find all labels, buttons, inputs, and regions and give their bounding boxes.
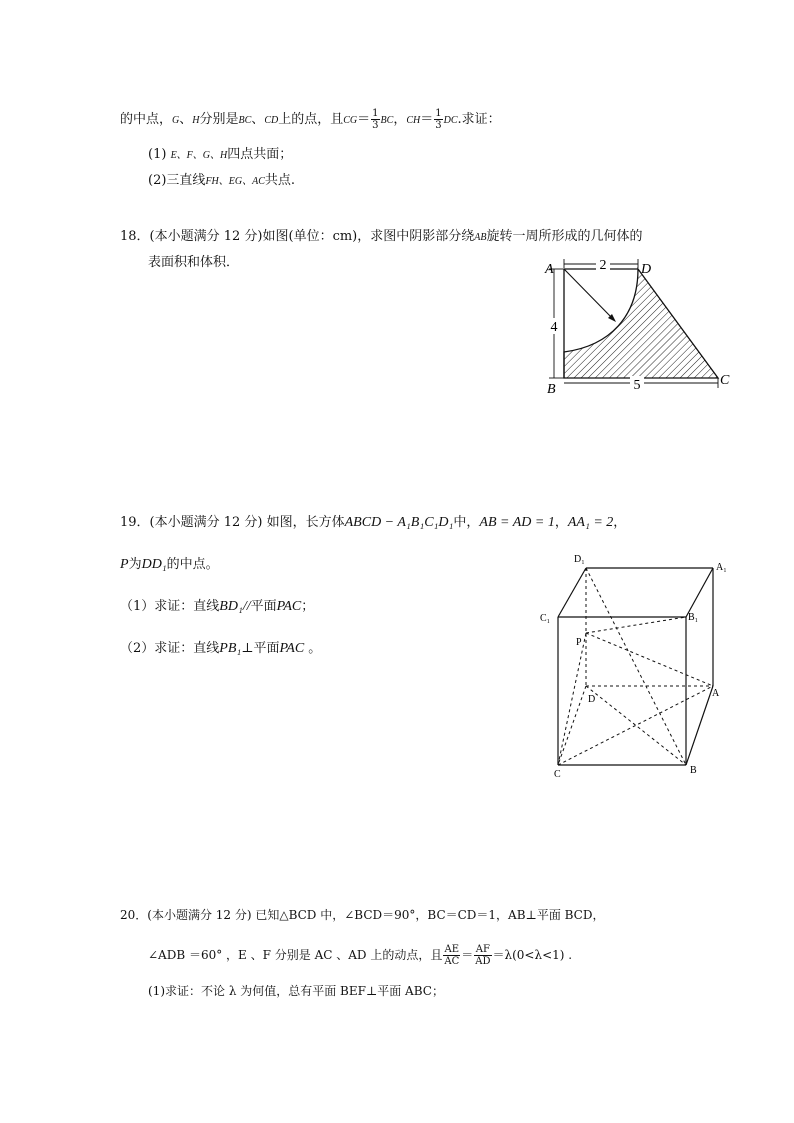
text: 平面 bbox=[250, 599, 277, 614]
q20-line-3 bbox=[148, 982, 444, 1000]
equals: ＝ bbox=[420, 112, 434, 127]
frac-den: 3 bbox=[372, 120, 379, 131]
math-ab-ad: AB = AD = 1 bbox=[479, 515, 555, 530]
q19-part-1 bbox=[120, 598, 314, 616]
text: 19．(本小题满分 12 分) 如图，长方体 bbox=[120, 515, 345, 530]
q19-line-2 bbox=[120, 556, 219, 574]
text: 、 bbox=[179, 112, 193, 127]
points: E、F、G、H bbox=[170, 150, 228, 161]
equals: ＝ bbox=[461, 948, 474, 962]
text: （2）求证：直线 bbox=[120, 641, 220, 656]
vertex-c: C bbox=[720, 373, 730, 388]
text: 的中点。 bbox=[166, 557, 219, 572]
q19-line-1 bbox=[120, 514, 626, 532]
vertex-a1: A₁ bbox=[716, 562, 727, 573]
var-ab: AB bbox=[474, 232, 487, 243]
text: 为 bbox=[128, 557, 142, 572]
text: (1)求证：不论 λ 为何值，总有平面 BEF⊥平面 ABC； bbox=[148, 984, 444, 998]
text: ； bbox=[301, 599, 315, 614]
frac-num: 1 bbox=[372, 108, 379, 119]
math-cuboid: ABCD − A₁B₁C₁D₁ bbox=[344, 515, 454, 530]
equals: ＝ bbox=[357, 112, 371, 127]
text: （1）求证：直线 bbox=[120, 599, 220, 614]
text: 20．(本小题满分 12 分) 已知△BCD 中，∠BCD＝90°，BC＝CD＝1，AB⊥平面 BCD， bbox=[120, 908, 605, 922]
text: 18．(本小题满分 12 分)如图(单位：cm)，求图中阴影部分绕 bbox=[120, 229, 475, 244]
text: 表面积和体积． bbox=[148, 255, 240, 270]
vertex-c: C bbox=[554, 769, 561, 780]
var-cd: CD bbox=[264, 115, 279, 126]
q17-part-1 bbox=[148, 146, 292, 165]
fraction-ae-ac bbox=[443, 944, 460, 967]
edge bbox=[558, 568, 586, 617]
var-bc: BC bbox=[238, 115, 252, 126]
lines: FH、EG、AC bbox=[205, 176, 265, 187]
math-aa1: AA₁ = 2 bbox=[567, 515, 614, 530]
text: 的中点， bbox=[120, 112, 173, 127]
q18-figure bbox=[540, 256, 740, 396]
fraction-one-third bbox=[371, 108, 379, 131]
text: 四点共面； bbox=[227, 147, 293, 162]
vertex-d: D bbox=[588, 694, 596, 705]
frac-den: 3 bbox=[435, 120, 442, 131]
q18-line-2 bbox=[148, 254, 239, 272]
text: 分别是 bbox=[199, 112, 239, 127]
q18-line-1 bbox=[120, 228, 642, 247]
perpendicular-symbol: ⊥ bbox=[241, 641, 254, 656]
text: ∠ADB ＝60° ，E 、F 分别是 AC 、AD 上的动点，且 bbox=[148, 948, 443, 962]
part-number: (2) bbox=[148, 173, 167, 188]
text: ＝λ(0<λ<1) . bbox=[492, 948, 573, 962]
vertex-b1: B₁ bbox=[688, 612, 699, 623]
vertex-d1: D₁ bbox=[574, 554, 585, 565]
dim-top-label: 2 bbox=[599, 258, 607, 273]
frac-num: 1 bbox=[435, 108, 442, 119]
fraction-af-ad bbox=[474, 944, 491, 967]
math-bd1: BD₁ bbox=[219, 599, 243, 614]
parallel-symbol: // bbox=[242, 599, 251, 614]
q19-figure bbox=[536, 548, 736, 782]
frac-num: AE bbox=[444, 944, 460, 955]
vertex-c1: C₁ bbox=[540, 613, 551, 624]
var-h: H bbox=[192, 115, 200, 126]
text: 三直线 bbox=[166, 173, 206, 188]
frac-num: AF bbox=[475, 944, 490, 955]
part-number: (1) bbox=[148, 147, 167, 162]
radius-arrow bbox=[564, 269, 614, 320]
text: 。 bbox=[304, 641, 322, 656]
math-dd1: DD₁ bbox=[141, 557, 167, 572]
shaded-region bbox=[564, 269, 718, 378]
vertex-a: A bbox=[712, 688, 720, 699]
q20-line-1 bbox=[120, 906, 605, 924]
math-pac: PAC bbox=[276, 599, 302, 614]
frac-den: AC bbox=[444, 956, 460, 967]
q20-line-2 bbox=[148, 944, 572, 967]
text: 共点. bbox=[264, 173, 296, 188]
var-ch: CH bbox=[406, 115, 421, 126]
text: 、 bbox=[251, 112, 265, 127]
diagonal bbox=[586, 568, 686, 765]
text: ， bbox=[613, 515, 627, 530]
vertex-p: P bbox=[576, 637, 582, 648]
edge bbox=[686, 686, 713, 765]
var-dc: DC bbox=[443, 115, 458, 126]
vertex-b: B bbox=[690, 765, 697, 776]
fraction-one-third-2 bbox=[434, 108, 442, 131]
edge bbox=[686, 568, 713, 617]
dim-left-label: 4 bbox=[550, 320, 558, 335]
vertex-b: B bbox=[547, 382, 556, 396]
var-cg: CG bbox=[343, 115, 358, 126]
var-g: G bbox=[172, 115, 180, 126]
q19-part-2 bbox=[120, 640, 321, 658]
text: 中， bbox=[453, 515, 480, 530]
q17-part-2 bbox=[148, 172, 295, 191]
math-pac: PAC bbox=[279, 641, 305, 656]
vertex-a: A bbox=[545, 262, 554, 277]
var-bc: BC bbox=[380, 115, 394, 126]
text: 旋转一周所形成的几何体的 bbox=[486, 229, 643, 244]
text: 平面 bbox=[253, 641, 280, 656]
dim-bottom-label: 5 bbox=[633, 378, 641, 393]
text: 上的点，且 bbox=[278, 112, 344, 127]
segment-pb1 bbox=[586, 617, 686, 633]
diagonal bbox=[586, 686, 686, 765]
text: .求证： bbox=[457, 112, 501, 127]
frac-den: AD bbox=[475, 956, 491, 967]
segment-pa bbox=[586, 633, 713, 686]
vertex-d: D bbox=[641, 262, 652, 277]
math-p: P bbox=[120, 557, 129, 572]
text: ， bbox=[393, 112, 407, 127]
q17-line-1 bbox=[120, 108, 501, 131]
math-pb1: PB₁ bbox=[219, 641, 242, 656]
text: ， bbox=[554, 515, 568, 530]
